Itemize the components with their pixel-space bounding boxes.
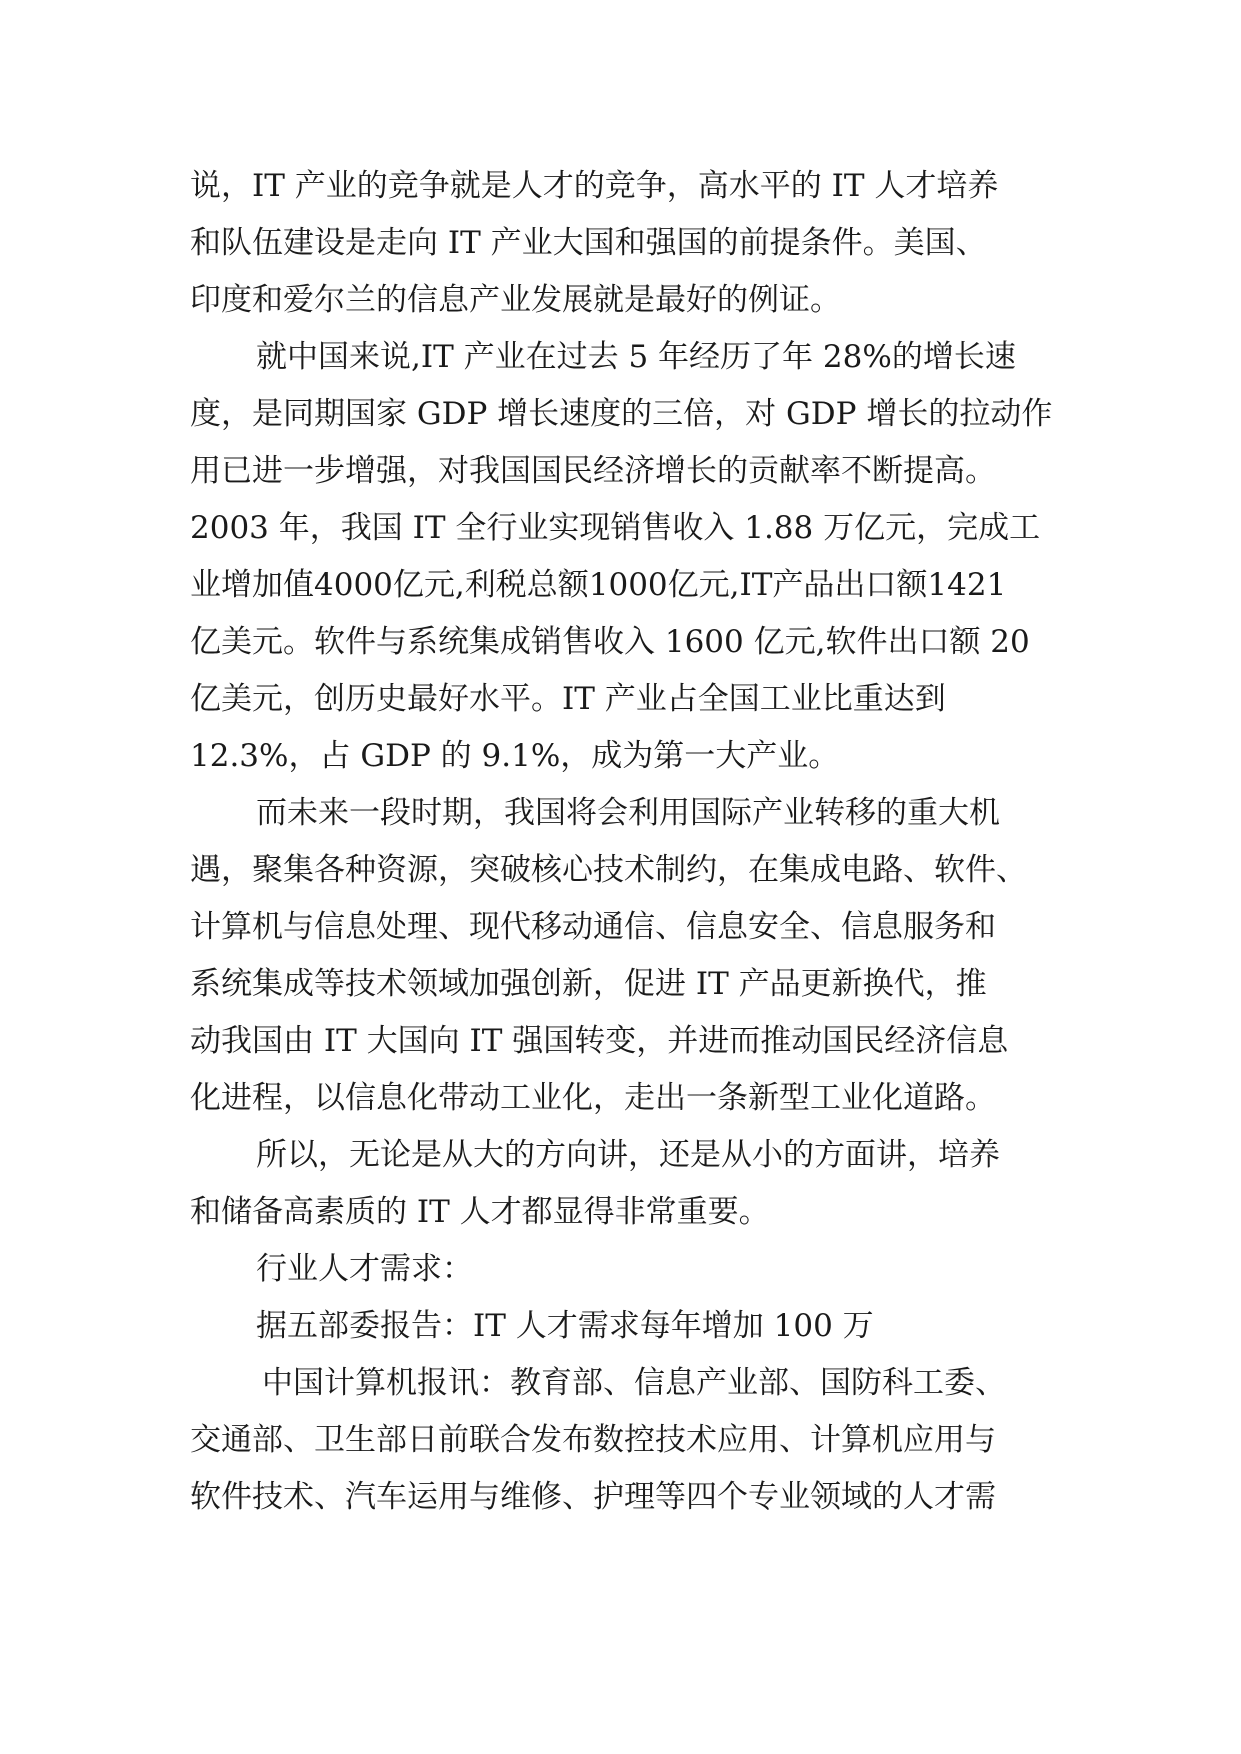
text-line: 动我国由 IT 大国向 IT 强国转变，并进而推动国民经济信息 <box>190 1023 1009 1059</box>
text-line: 遇，聚集各种资源，突破核心技术制约，在集成电路、软件、 <box>190 852 1027 888</box>
text-line: 就中国来说,IT 产业在过去 5 年经历了年 28%的增长速 <box>256 339 1016 375</box>
text-line: 用已进一步增强，对我国国民经济增长的贡献率不断提高。 <box>190 453 996 489</box>
text-line: 和储备高素质的 IT 人才都显得非常重要。 <box>190 1194 770 1230</box>
text-line: 据五部委报告：IT 人才需求每年增加 100 万 <box>256 1308 874 1344</box>
text-line: 所以，无论是从大的方向讲，还是从小的方面讲，培养 <box>256 1137 1000 1173</box>
text-line: 系统集成等技术领域加强创新，促进 IT 产品更新换代，推 <box>190 966 987 1002</box>
text-line: 行业人才需求： <box>256 1251 473 1287</box>
text-line: 度，是同期国家 GDP 增长速度的三倍，对 GDP 增长的拉动作 <box>190 396 1053 432</box>
text-line: 亿美元。软件与系统集成销售收入 1600 亿元,软件出口额 20 <box>190 624 1030 660</box>
text-line: 印度和爱尔兰的信息产业发展就是最好的例证。 <box>190 282 841 318</box>
text-line: 软件技术、汽车运用与维修、护理等四个专业领域的人才需 <box>190 1479 996 1515</box>
text-line: 业增加值4000亿元,利税总额1000亿元,IT产品出口额1421 <box>190 567 1007 603</box>
text-line: 化进程，以信息化带动工业化，走出一条新型工业化道路。 <box>190 1080 996 1116</box>
text-line: 说，IT 产业的竞争就是人才的竞争，高水平的 IT 人才培养 <box>190 168 999 204</box>
text-line: 亿美元，创历史最好水平。IT 产业占全国工业比重达到 <box>190 681 946 717</box>
text-line: 和队伍建设是走向 IT 产业大国和强国的前提条件。美国、 <box>190 225 987 261</box>
text-line: 中国计算机报讯：教育部、信息产业部、国防科工委、 <box>262 1365 1006 1401</box>
text-line: 交通部、卫生部日前联合发布数控技术应用、计算机应用与 <box>190 1422 996 1458</box>
text-line: 2003 年，我国 IT 全行业实现销售收入 1.88 万亿元，完成工 <box>190 510 1041 546</box>
text-line: 而未来一段时期，我国将会利用国际产业转移的重大机 <box>256 795 1000 831</box>
text-line: 计算机与信息处理、现代移动通信、信息安全、信息服务和 <box>190 909 996 945</box>
text-line: 12.3%，占 GDP 的 9.1%，成为第一大产业。 <box>190 738 840 774</box>
